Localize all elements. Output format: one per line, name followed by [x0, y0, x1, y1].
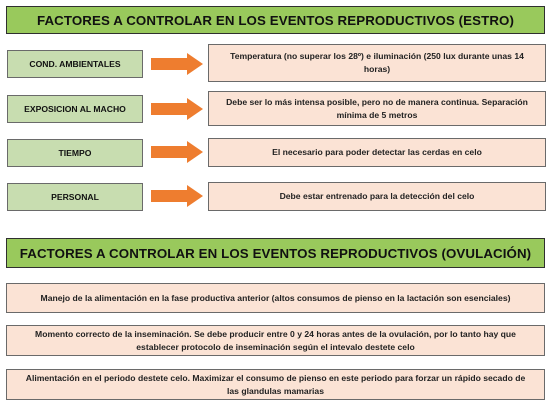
desc-personal: Debe estar entrenado para la detección del celo — [208, 182, 546, 211]
right-arrow-icon — [151, 98, 203, 120]
label-cond-ambientales: COND. AMBIENTALES — [7, 50, 143, 78]
desc-exposicion-macho: Debe ser lo más intensa posible, pero no de manera continua. Separación mínima de 5 metros — [208, 91, 546, 126]
label-tiempo: TIEMPO — [7, 139, 143, 167]
right-arrow-icon — [151, 185, 203, 207]
ovulacion-item-alimentacion-fase: Manejo de la alimentación en la fase productiva anterior (altos consumos de pienso en la lactación son esenciales) — [6, 283, 545, 313]
label-personal: PERSONAL — [7, 183, 143, 211]
desc-tiempo: El necesario para poder detectar las cerdas en celo — [208, 138, 546, 167]
right-arrow-icon — [151, 53, 203, 75]
ovulacion-item-destete-celo: Alimentación en el periodo destete celo. Maximizar el consumo de pienso en este periodo para forzar un rápido secado de las glandulas mamarias — [6, 369, 545, 400]
estro-section-title: FACTORES A CONTROLAR EN LOS EVENTOS REPRODUCTIVOS (ESTRO) — [6, 6, 545, 34]
label-exposicion-macho: EXPOSICION AL MACHO — [7, 95, 143, 123]
ovulacion-item-inseminacion: Momento correcto de la inseminación. Se debe producir entre 0 y 24 horas antes de la ovulación, por lo tanto hay que establecer protocolo de inseminación según el intevalo destete celo — [6, 325, 545, 356]
right-arrow-icon — [151, 141, 203, 163]
ovulacion-section-title: FACTORES A CONTROLAR EN LOS EVENTOS REPRODUCTIVOS (OVULACIÓN) — [6, 238, 545, 268]
desc-cond-ambientales: Temperatura (no superar los 28º) e iluminación (250 lux durante unas 14 horas) — [208, 44, 546, 82]
